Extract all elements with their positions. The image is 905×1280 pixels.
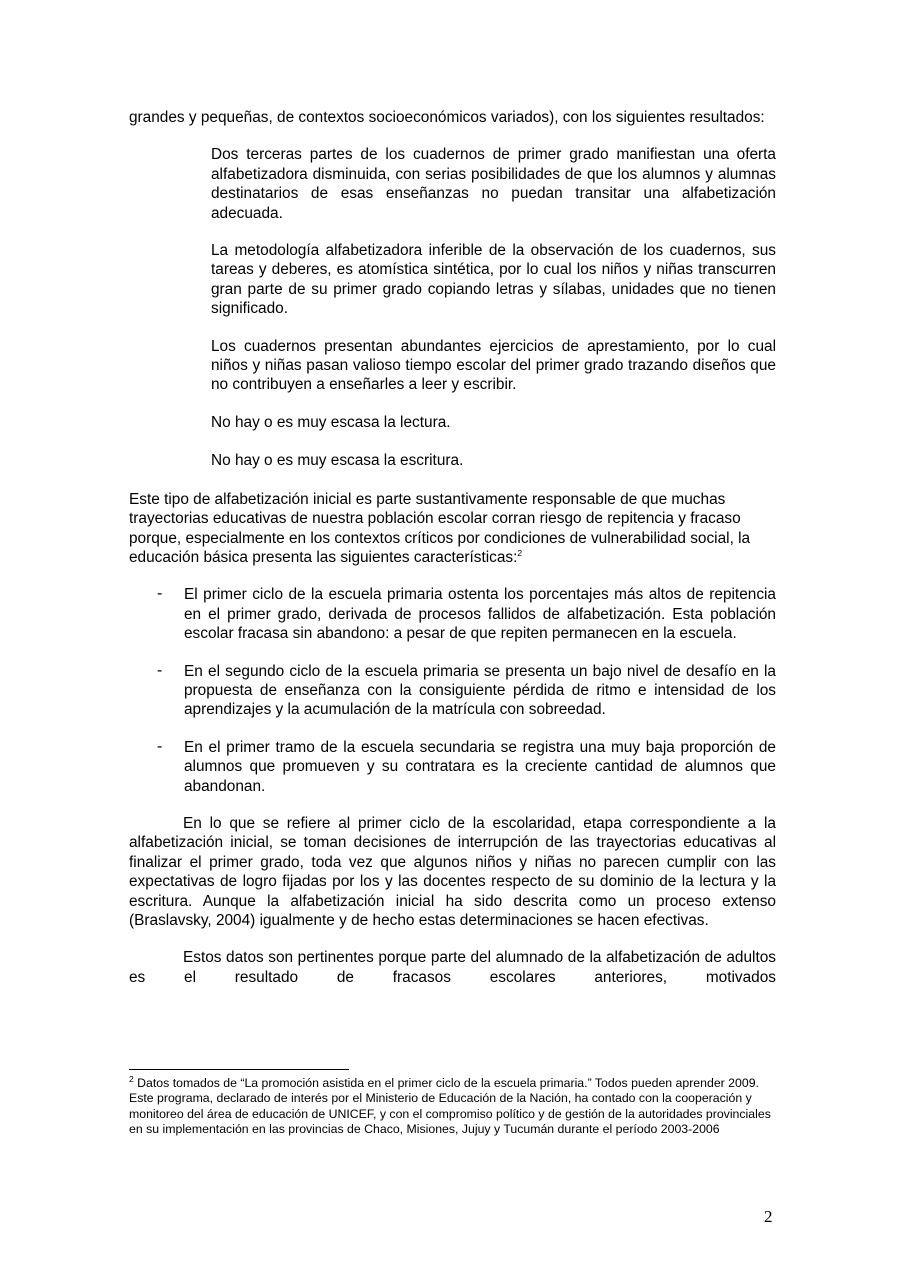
findings-block <box>129 145 776 470</box>
characteristics-text: Este tipo de alfabetización inicial es parte sustantivamente responsable de que muchas trayectorias educativas de nuestra población escolar corran riesgo de repitencia y fracaso porque, especialmente en los contextos críticos por condiciones de vulnerabilidad social, la educación básica presenta las siguientes características: <box>129 490 751 566</box>
dash-bullet: - <box>157 585 163 603</box>
footnote <box>129 1073 779 1137</box>
list-item <box>129 738 776 796</box>
list-item <box>129 662 776 720</box>
finding-4: No hay o es muy escasa la lectura. <box>211 413 451 431</box>
finding-5: No hay o es muy escasa la escritura. <box>211 452 464 470</box>
finding-1: Dos terceras partes de los cuadernos de primer grado manifiestan una oferta alfabetizadora disminuida, con serias posibilidades de que los alumnos y alumnas destinatarios de esas enseñanzas no puedan transitar una alfabetización adecuada. <box>211 146 776 222</box>
list-item-text: En el segundo ciclo de la escuela primaria se presenta un bajo nivel de desafío en la propuesta de enseñanza con la consiguiente pérdida de ritmo e intensidad de los aprendizajes y la acumulación de la matrícula con sobreedad. <box>184 662 776 719</box>
footnote-reference[interactable]: 2 <box>517 547 523 558</box>
page-body <box>129 108 776 1005</box>
intro-paragraph: grandes y pequeñas, de contextos socioeconómicos variados), con los siguientes resultados: <box>129 109 765 126</box>
page-number: 2 <box>764 1207 773 1226</box>
finding-2: La metodología alfabetizadora inferible de la observación de los cuadernos, sus tareas y deberes, es atomística sintética, por lo cual los niños y niñas transcurren gran parte de su primer grado copiando letras y sílabas, unidades que no tienen significado. <box>211 242 776 318</box>
characteristics-paragraph <box>129 490 776 568</box>
data-paragraph: Estos datos son pertinentes porque parte del alumnado de la alfabetización de adultos es el resultado de fracasos escolares anteriores, motivados <box>129 949 776 986</box>
list-item-text: En el primer tramo de la escuela secundaria se registra una muy baja proporción de alumnos que promueven y su contratara es la creciente cantidad de alumnos que abandonan. <box>184 738 776 795</box>
list-item-text: El primer ciclo de la escuela primaria ostenta los porcentajes más altos de repitencia en el primer grado, derivada de procesos fallidos de alfabetización. Esta población escolar fracasa sin abandono: a pesar de que repiten permanecen en la escuela. <box>184 586 776 643</box>
list-item <box>129 585 776 643</box>
finding-3: Los cuadernos presentan abundantes ejercicios de aprestamiento, por lo cual niños y niñas pasan valioso tiempo escolar del primer grado trazando diseños que no contribuyen a enseñarles a leer y escribir. <box>211 337 776 394</box>
first-cycle-paragraph: En lo que se refiere al primer ciclo de la escolaridad, etapa correspondiente a la alfabetización inicial, se toman decisiones de interrupción de las trayectorias educativas al finalizar el primer grado, toda vez que algunos niños y niñas no parecen cumplir con las expectativas de logro fijadas por los y las docentes respecto de su dominio de la lectura y la escritura. Aunque la alfabetización inicial ha sido descrita como un proceso extenso (Braslavsky, 2004) igualmente y de hecho estas determinaciones se hacen efectivas. <box>129 814 776 929</box>
footnote-text: Datos tomados de “La promoción asistida en el primer ciclo de la escuela primaria.” Todos pueden aprender 2009. Este programa, declarado de interés por el Ministerio de Educación de la Nación, ha contado con la cooperación y monitoreo del área de educación de UNICEF, y con el compromiso político y de gestión de la autoridades provinciales en su implementación en las provincias de Chaco, Misiones, Jujuy y Tucumán durante el período 2003-2006 <box>129 1076 771 1136</box>
characteristics-list <box>129 585 776 796</box>
footnote-separator <box>129 1069 349 1070</box>
dash-bullet: - <box>157 737 163 755</box>
dash-bullet: - <box>157 661 163 679</box>
footnote-number: 2 <box>129 1073 134 1084</box>
